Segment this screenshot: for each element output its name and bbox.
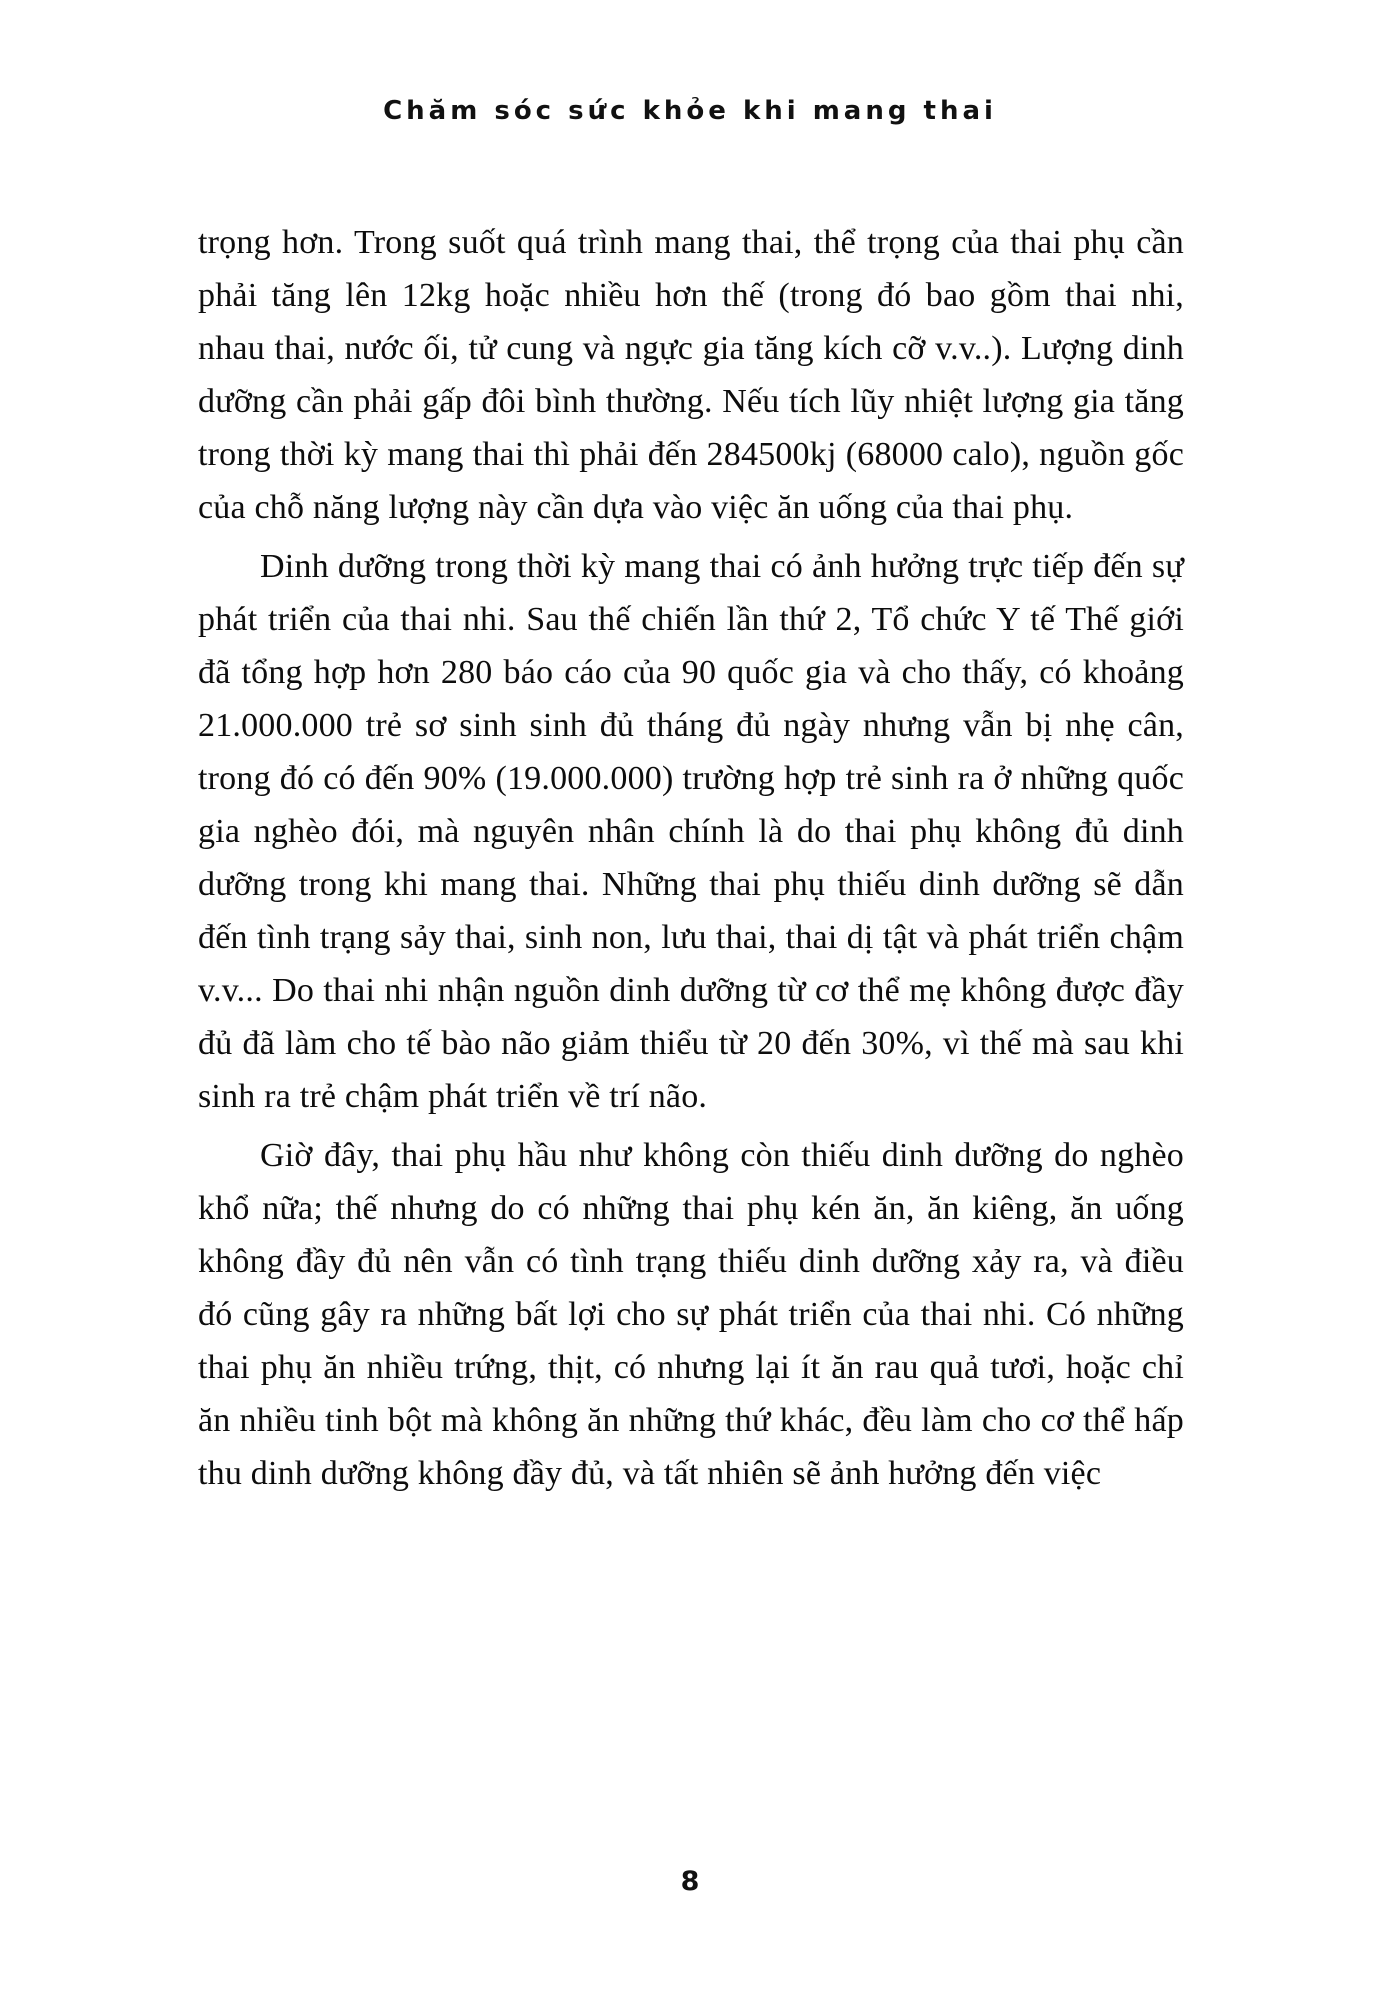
page-body: [198, 216, 1184, 1506]
paragraph: trọng hơn. Trong suốt quá trình mang thai, thể trọng của thai phụ cần phải tăng lên 12kg hoặc nhiều hơn thế (trong đó bao gồm thai nhi, nhau thai, nước ối, tử cung và ngực gia tăng kích cỡ v.v..). Lượng dinh dưỡng cần phải gấp đôi bình thường. Nếu tích lũy nhiệt lượng gia tăng trong thời kỳ mang thai thì phải đến 284500kj (68000 calo), nguồn gốc của chỗ năng lượng này cần dựa vào việc ăn uống của thai phụ.: [198, 224, 1184, 526]
paragraph: Giờ đây, thai phụ hầu như không còn thiếu dinh dưỡng do nghèo khổ nữa; thế nhưng do có những thai phụ kén ăn, ăn kiêng, ăn uống không đầy đủ nên vẫn có tình trạng thiếu dinh dưỡng xảy ra, và điều đó cũng gây ra những bất lợi cho sự phát triển của thai nhi. Có những thai phụ ăn nhiều trứng, thịt, có nhưng lại ít ăn rau quả tươi, hoặc chỉ ăn nhiều tinh bột mà không ăn những thứ khác, đều làm cho cơ thể hấp thu dinh dưỡng không đầy đủ, và tất nhiên sẽ ảnh hưởng đến việc: [198, 1137, 1184, 1492]
running-head: Chăm sóc sức khỏe khi mang thai: [383, 96, 997, 126]
page-number: 8: [680, 1866, 700, 1897]
paragraph: Dinh dưỡng trong thời kỳ mang thai có ảnh hưởng trực tiếp đến sự phát triển của thai nhi. Sau thế chiến lần thứ 2, Tổ chức Y tế Thế giới đã tổng hợp hơn 280 báo cáo của 90 quốc gia và cho thấy, có khoảng 21.000.000 trẻ sơ sinh sinh đủ tháng đủ ngày nhưng vẫn bị nhẹ cân, trong đó có đến 90% (19.000.000) trường hợp trẻ sinh ra ở những quốc gia nghèo đói, mà nguyên nhân chính là do thai phụ không đủ dinh dưỡng trong khi mang thai. Những thai phụ thiếu dinh dưỡng sẽ dẫn đến tình trạng sảy thai, sinh non, lưu thai, thai dị tật và phát triển chậm v.v... Do thai nhi nhận nguồn dinh dưỡng từ cơ thể mẹ không được đầy đủ đã làm cho tế bào não giảm thiểu từ 20 đến 30%, vì thế mà sau khi sinh ra trẻ chậm phát triển về trí não.: [198, 548, 1184, 1115]
